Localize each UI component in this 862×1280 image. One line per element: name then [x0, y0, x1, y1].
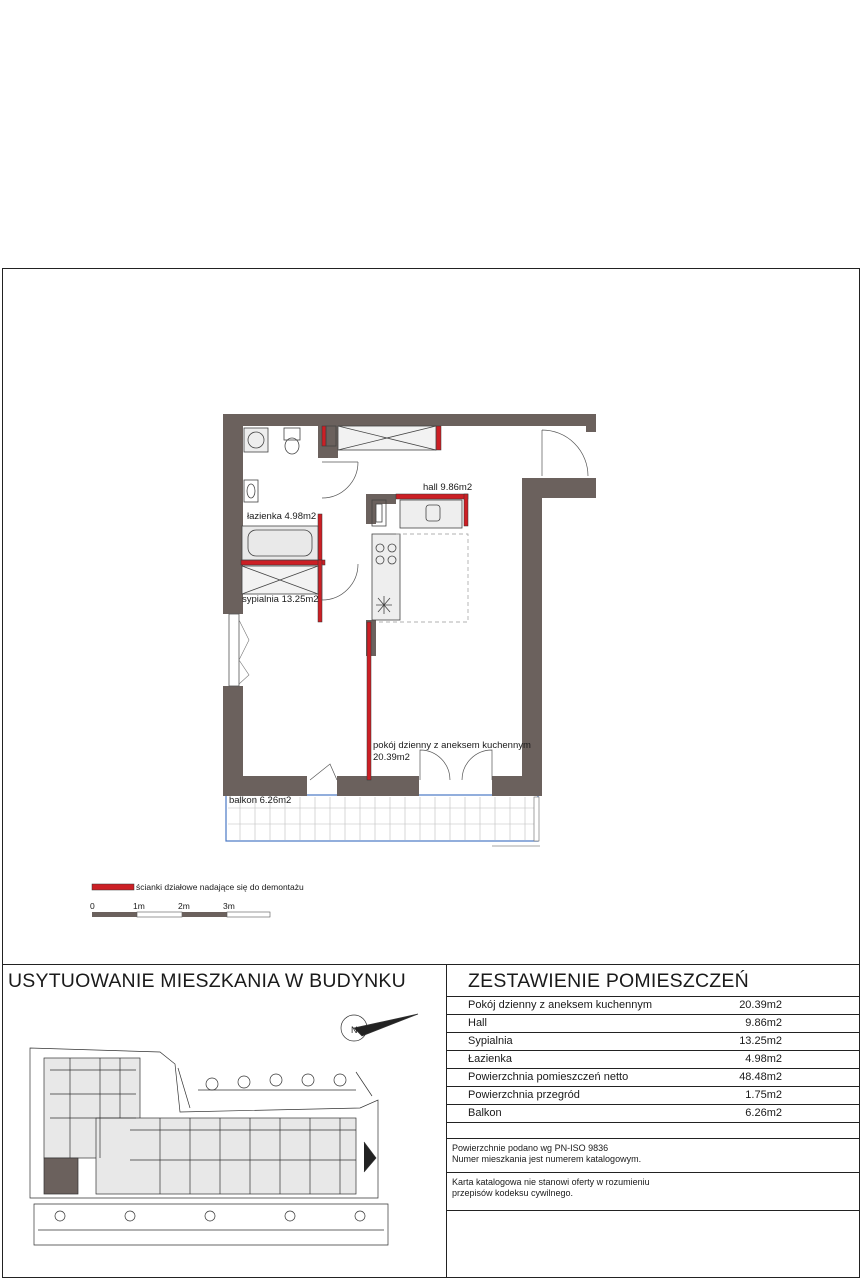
- fixtures: [242, 426, 462, 620]
- summary-row: Sypialnia 13.25m2: [468, 1035, 782, 1047]
- summary-row: Balkon 6.26m2: [468, 1107, 782, 1119]
- summary-row: Powierzchnia przegród 1.75m2: [468, 1089, 782, 1101]
- legend-swatch: [92, 884, 134, 890]
- summary-row: Pokój dzienny z aneksem kuchennym 20.39m2: [468, 999, 782, 1011]
- svg-text:1m: 1m: [133, 901, 145, 911]
- living-area: 20.39m2: [373, 752, 410, 763]
- bathroom-label: łazienka 4.98m2: [247, 511, 317, 522]
- summary-title: ZESTAWIENIE POMIESZCZEŃ: [468, 970, 749, 992]
- svg-text:3m: 3m: [223, 901, 235, 911]
- svg-text:N: N: [351, 1025, 358, 1035]
- legend-label: ścianki działowe nadające się do demontażu: [136, 882, 304, 892]
- svg-text:0: 0: [90, 901, 95, 911]
- site-plan: [30, 1014, 418, 1245]
- location-title: USYTUOWANIE MIESZKANIA W BUDYNKU: [8, 970, 406, 992]
- svg-text:2m: 2m: [178, 901, 190, 911]
- scale-bar: [90, 901, 270, 917]
- panel-divider-mid: [446, 964, 447, 1277]
- hall-label: hall 9.86m2: [423, 482, 473, 493]
- living-label: pokój dzienny z aneksem kuchennym: [373, 740, 531, 751]
- bedroom-label: sypialnia 13.25m2: [242, 594, 319, 605]
- panel-divider-top: [2, 964, 860, 965]
- bedroom-window: [229, 614, 239, 686]
- summary-row: Powierzchnia pomieszczeń netto 48.48m2: [468, 1071, 782, 1083]
- standard-note: Powierzchnie podano wg PN-ISO 9836 Numer mieszkania jest numerem katalogowym.: [452, 1143, 642, 1164]
- disclaimer-note: Karta katalogowa nie stanowi oferty w rozumieniu przepisów kodeksu cywilnego.: [452, 1177, 650, 1198]
- summary-row: Łazienka 4.98m2: [468, 1053, 782, 1065]
- walls: [223, 414, 596, 796]
- balcony-label: balkon 6.26m2: [229, 795, 292, 806]
- summary-row: Hall 9.86m2: [468, 1017, 782, 1029]
